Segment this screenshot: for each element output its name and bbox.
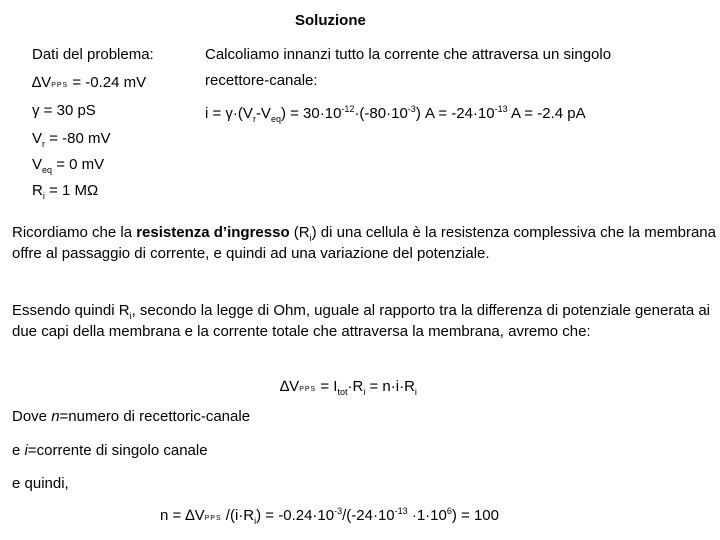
paragraph-input-resistance: Ricordiamo che la resistenza d’ingresso $(R_i)$ di una cellula è la resistenza complessiva che la membrana offre al passaggio di corrente, e quindi ad una variazione del potenziale.	[12, 224, 716, 262]
data-vr: $V_r = -80$ mV	[32, 130, 111, 149]
e-quindi: e quindi,	[12, 475, 69, 492]
calc-current-equation: $i = \gamma\cdot(V_r-V_{eq}) = 30\cdot 10^{-12}\cdot(-80\cdot 10^{-3}) A = -24\cdot 10^{-13}$ A = -2.4 pA	[205, 104, 586, 124]
data-heading: Dati del problema:	[32, 46, 154, 63]
calc-intro-line1: Calcoliamo innanzi tutto la corrente che attraversa un singolo	[205, 46, 612, 63]
page-title: Soluzione	[295, 12, 366, 29]
definition-n: Dove n=numero di recettoric-canale	[12, 408, 251, 425]
data-ri: $R_i = 1$ MΩ	[32, 182, 99, 201]
paragraph-ohm-law: Essendo quindi $R_i$, secondo la legge di Ohm, uguale al rapporto tra la differenza di potenziale generata ai due capi della membrana e la corrente totale che attraversa la membrana, avremo che:	[12, 302, 711, 340]
formula-delta-v: ∆VPPS = $I_{tot}\cdot R_i = n\cdot i\cdot R_i$	[280, 378, 417, 397]
formula-n-result: n = ∆VPPS $/(i\cdot R_i) = -0.24\cdot 10^{-3}/(-24\cdot 10^{-13} \cdot 1\cdot 10^6) = 100$	[160, 506, 499, 526]
calc-intro-line2: recettore-canale:	[205, 72, 318, 89]
definition-i: e i=corrente di singolo canale	[12, 442, 208, 459]
data-veq: $V_{eq} = 0$ mV	[32, 156, 105, 175]
data-delta-v: ∆VPPS = -0.24 mV	[32, 74, 147, 91]
data-gamma: γ = 30 pS	[32, 102, 96, 119]
